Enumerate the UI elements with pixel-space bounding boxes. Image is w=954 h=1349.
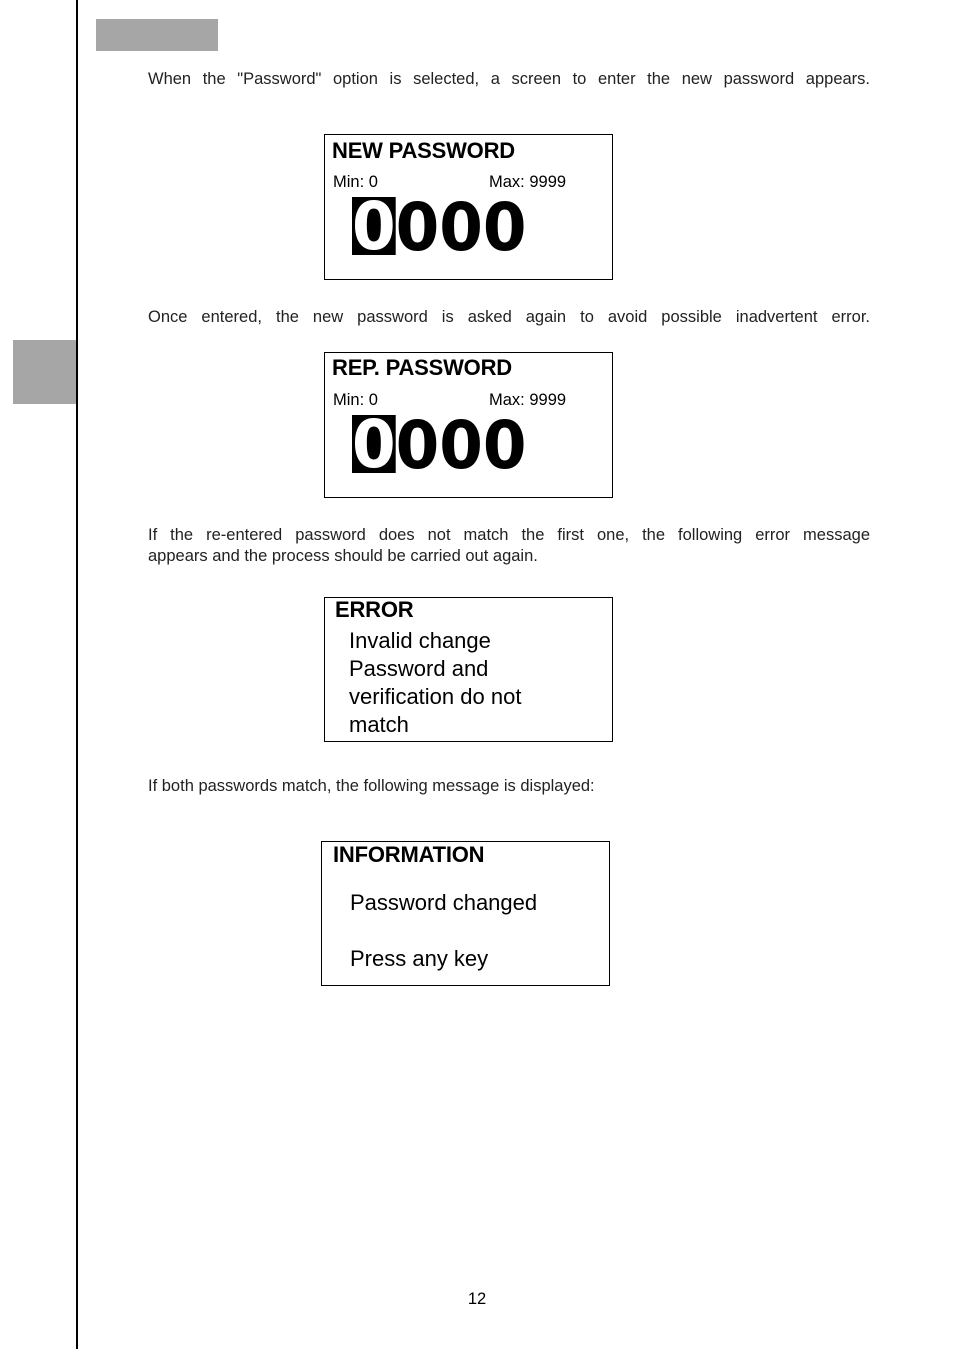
section-side-tab [13, 340, 76, 404]
information-screen [321, 841, 610, 986]
new-password-screen [324, 134, 613, 280]
min-label: Min: 0 [333, 173, 378, 191]
max-label: Max: 9999 [489, 391, 567, 409]
error-screen [324, 597, 613, 742]
remaining-digits: 000 [395, 407, 527, 484]
password-digits [352, 406, 527, 484]
repeat-password-screen [324, 352, 613, 498]
max-label: Max: 9999 [489, 173, 567, 191]
screen-title: INFORMATION [333, 842, 485, 867]
header-tab [96, 19, 218, 51]
match-paragraph: If both passwords match, the following message is displayed: [148, 777, 595, 795]
info-line-1: Password changed [350, 890, 538, 915]
screen-title: REP. PASSWORD [332, 355, 512, 380]
mismatch-paragraph-line2: appears and the process should be carried out again. [148, 547, 538, 565]
intro-paragraph: When the "Password" option is selected, a screen to enter the new password appears. [148, 70, 870, 88]
mismatch-paragraph-line1: If the re-entered password does not match the first one, the following error message [148, 526, 870, 544]
digit-cursor: 0 [352, 406, 396, 483]
error-line-2: Password and [349, 656, 489, 681]
left-margin-rule [76, 0, 78, 1349]
info-line-2: Press any key [350, 946, 489, 971]
page-number: 12 [467, 1290, 487, 1308]
error-line-1: Invalid change [349, 628, 491, 653]
remaining-digits: 000 [395, 189, 527, 266]
error-line-3: verification do not [349, 684, 522, 709]
once-paragraph: Once entered, the new password is asked again to avoid possible inadvertent error. [148, 308, 870, 326]
screen-title: ERROR [335, 597, 414, 622]
password-digits [352, 188, 527, 266]
screen-title: NEW PASSWORD [332, 138, 515, 163]
error-line-4: match [349, 712, 409, 737]
digit-cursor: 0 [352, 188, 396, 265]
min-label: Min: 0 [333, 391, 378, 409]
